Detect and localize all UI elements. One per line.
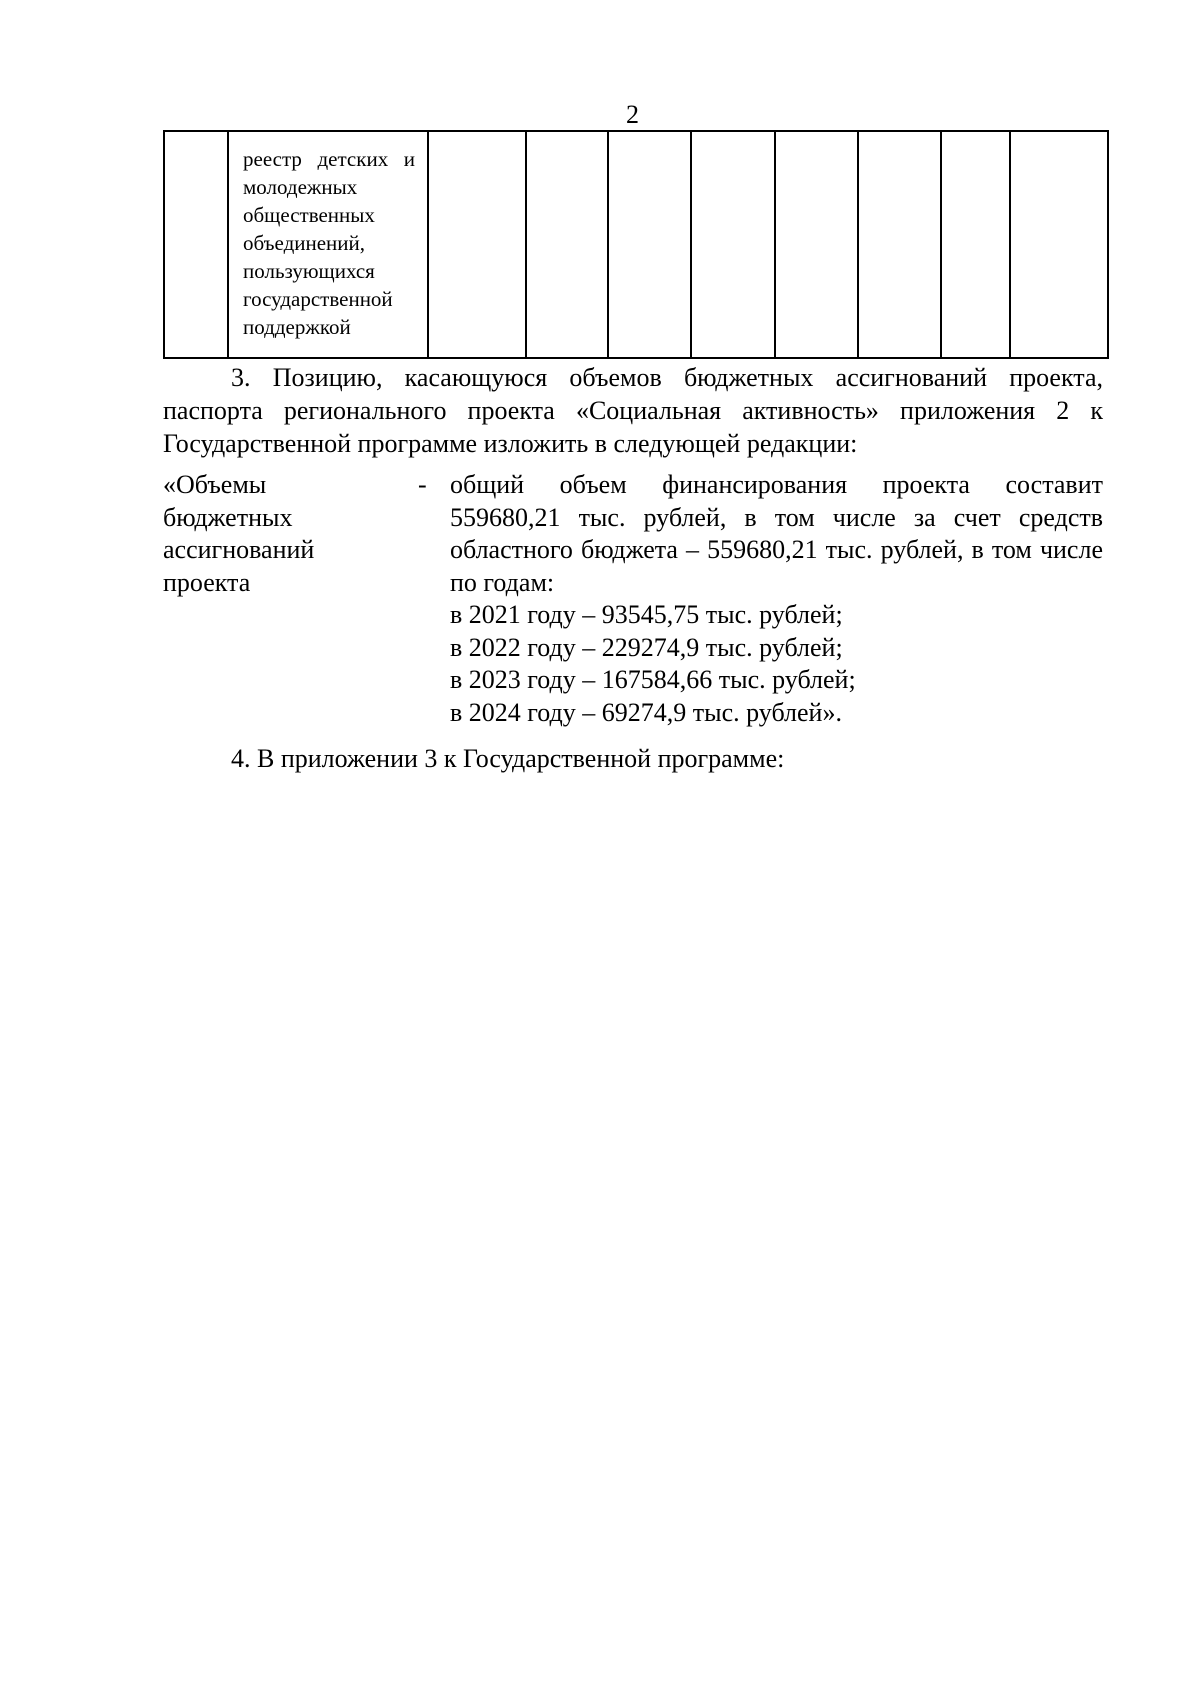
table-cell-number <box>164 131 228 358</box>
passport-label-line: бюджетных <box>163 502 293 532</box>
passport-label-line: ассигнований <box>163 535 315 564</box>
passport-total: общий объем финансирования проекта составит 559680,21 тыс. рублей, в том числе за счет средств областного бюджета – 559680,21 тыс. рублей, в том числе по годам: <box>450 470 1103 597</box>
table-cell <box>428 131 526 358</box>
passport-year-line: в 2021 году – 93545,75 тыс. рублей; <box>450 600 843 629</box>
page-number: 2 <box>626 100 639 129</box>
passport-year-line: в 2023 году – 167584,66 тыс. рублей; <box>450 665 856 694</box>
passport-label-line: «Объемы <box>163 470 267 499</box>
continuation-table <box>163 130 1109 359</box>
table-cell <box>608 131 691 358</box>
passport-label <box>163 469 403 599</box>
table-row <box>164 131 1108 358</box>
table-cell-name <box>228 131 428 358</box>
table-cell <box>941 131 1010 358</box>
registry-text: реестр детских и молодежных общественных объединений, пользующихся государственной поддержкой <box>243 147 415 339</box>
table-cell <box>526 131 608 358</box>
table-cell <box>775 131 858 358</box>
passport-year-line: в 2024 году – 69274,9 тыс. рублей». <box>450 697 842 727</box>
table-cell <box>858 131 941 358</box>
table-cell <box>1010 131 1108 358</box>
passport-dash: - <box>418 470 427 499</box>
paragraph-3: 3. Позицию, касающуюся объемов бюджетных ассигнований проекта, паспорта регионального проекта «Социальная активность» приложения 2 к Государственной программе изложить в следующей редакции: <box>163 363 1103 458</box>
passport-year-line: в 2022 году – 229274,9 тыс. рублей; <box>450 632 843 662</box>
passport-label-line: проекта <box>163 567 251 597</box>
table-cell <box>691 131 775 358</box>
passport-value <box>450 469 1103 729</box>
paragraph-4: 4. В приложении 3 к Государственной программе: <box>231 744 785 773</box>
